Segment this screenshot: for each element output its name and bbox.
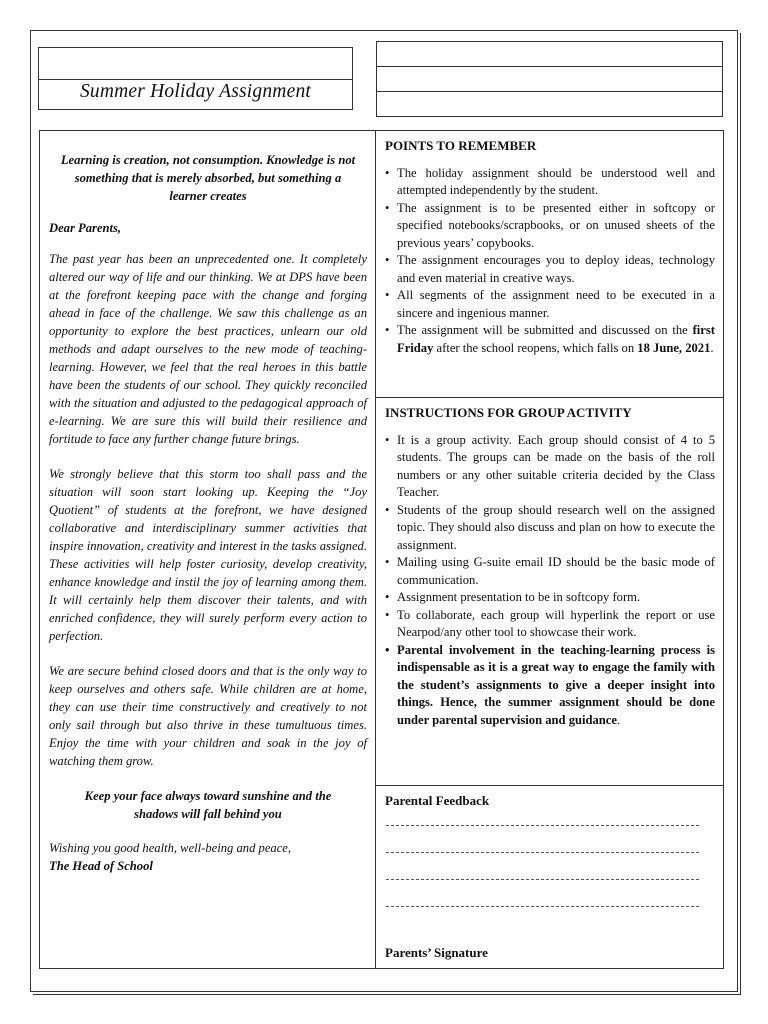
letter-column xyxy=(39,130,376,969)
parents-signature-label: Parents’ Signature xyxy=(385,945,488,960)
list-item-text: Parental involvement in the teaching-learning process is indispensable as it is a great way to engage the family with the student’s assignments to give a deeper insight into things. Hence, the summer assignment should be done under parental supervision and guidance xyxy=(397,642,715,727)
list-item: • Assignment presentation to be in softcopy form. xyxy=(385,589,715,607)
list-item: • It is a group activity. Each group should consist of 4 to 5 students. The groups can be made on the basis of the roll numbers or any other suitable criteria decided by the Class Teacher. xyxy=(385,432,715,502)
feedback-line xyxy=(386,824,699,826)
list-item xyxy=(385,642,715,730)
group-heading: INSTRUCTIONS FOR GROUP ACTIVITY xyxy=(385,405,632,420)
wish-line: Wishing you good health, well-being and peace, xyxy=(49,841,292,855)
points-list xyxy=(385,165,715,358)
page-title: Summer Holiday Assignment xyxy=(79,81,312,102)
group-list xyxy=(385,432,715,730)
feedback-panel xyxy=(375,785,724,969)
list-item: • Students of the group should research well on the assigned topic. They should also discuss and plan on how to execute the assignment. xyxy=(385,502,715,555)
group-activity-panel xyxy=(375,397,724,786)
info-box-divider xyxy=(377,66,722,67)
list-item: • The holiday assignment should be understood well and attempted independently by the student. xyxy=(385,165,715,200)
points-panel xyxy=(375,130,724,398)
list-item-text: The assignment will be submitted and discussed on the xyxy=(397,323,693,337)
feedback-line xyxy=(386,905,699,907)
instructions-column xyxy=(375,130,724,969)
list-item: • All segments of the assignment need to be executed in a sincere and ingenious manner. xyxy=(385,287,715,322)
closing-quote: Keep your face always toward sunshine and the shadows will fall behind you xyxy=(84,789,332,821)
points-heading: POINTS TO REMEMBER xyxy=(385,138,537,153)
list-item: • To collaborate, each group will hyperlink the report or use Nearpod/any other tool to showcase their work. xyxy=(385,607,715,642)
signoff: The Head of School xyxy=(49,859,153,873)
salutation: Dear Parents, xyxy=(49,221,122,235)
feedback-line xyxy=(386,878,699,880)
feedback-heading: Parental Feedback xyxy=(385,793,490,808)
list-item: • Mailing using G-suite email ID should be the basic mode of communication. xyxy=(385,554,715,589)
info-boxes xyxy=(376,41,723,117)
list-item-text: after the school reopens, which falls on xyxy=(433,340,638,355)
list-item-text: . xyxy=(616,712,621,727)
list-item: • The assignment is to be presented either in softcopy or specified notebooks/scrapbooks, or on unused sheets of the previous years’ copybooks. xyxy=(385,200,715,253)
list-item: • The assignment encourages you to deploy ideas, technology and even material in creative ways. xyxy=(385,252,715,287)
list-item xyxy=(385,322,715,357)
submission-day: first Friday xyxy=(397,323,715,355)
letter-paragraph: We are secure behind closed doors and that is the only way to keep ourselves and others safe. While children are at home, they can use their time constructively and creatively to not only sail through but also thrive in these tumultuous times. Enjoy the time with your children and soak in the joy of watching them grow. xyxy=(49,664,367,768)
info-box-divider xyxy=(377,91,722,92)
letter-paragraph: We strongly believe that this storm too shall pass and the situation will soon start looking up. Keeping the “Joy Quotient” of students at the forefront, we have designed collaborative and interdisciplinary summer activities that inspire innovation, creativity and interest in the tasks assigned. These activities will help foster curiosity, develop creativity, enhance knowledge and instil the joy of learning among them. It will certainly help them discover their talents, and with enriched confidence, they will surely perform every action to perfection. xyxy=(49,467,367,643)
title-box xyxy=(38,47,353,110)
title-box-divider xyxy=(39,79,352,80)
letter-paragraph: The past year has been an unprecedented one. It completely altered our way of life and our thinking. We at DPS have been at the forefront keeping pace with the change and forging ahead in face of the challenge. We saw this challenge as an opportunity to explore the best practices, unlearn our old methods and adapt ourselves to the new mode of teaching-learning. However, we feel that the real heroes in this battle have been the students of our school. They quickly reconciled with the situation and adjusted to the pedagogical approach of e-learning. We are sure this will build their resilience and fortitude to face any further change future brings. xyxy=(49,252,367,446)
list-item-text: . xyxy=(710,340,714,355)
submission-date: 18 June, 2021 xyxy=(637,340,711,355)
feedback-line xyxy=(386,851,699,853)
opening-quote: Learning is creation, not consumption. Knowledge is not something that is merely absorbed, but something a learner creates xyxy=(60,153,356,203)
